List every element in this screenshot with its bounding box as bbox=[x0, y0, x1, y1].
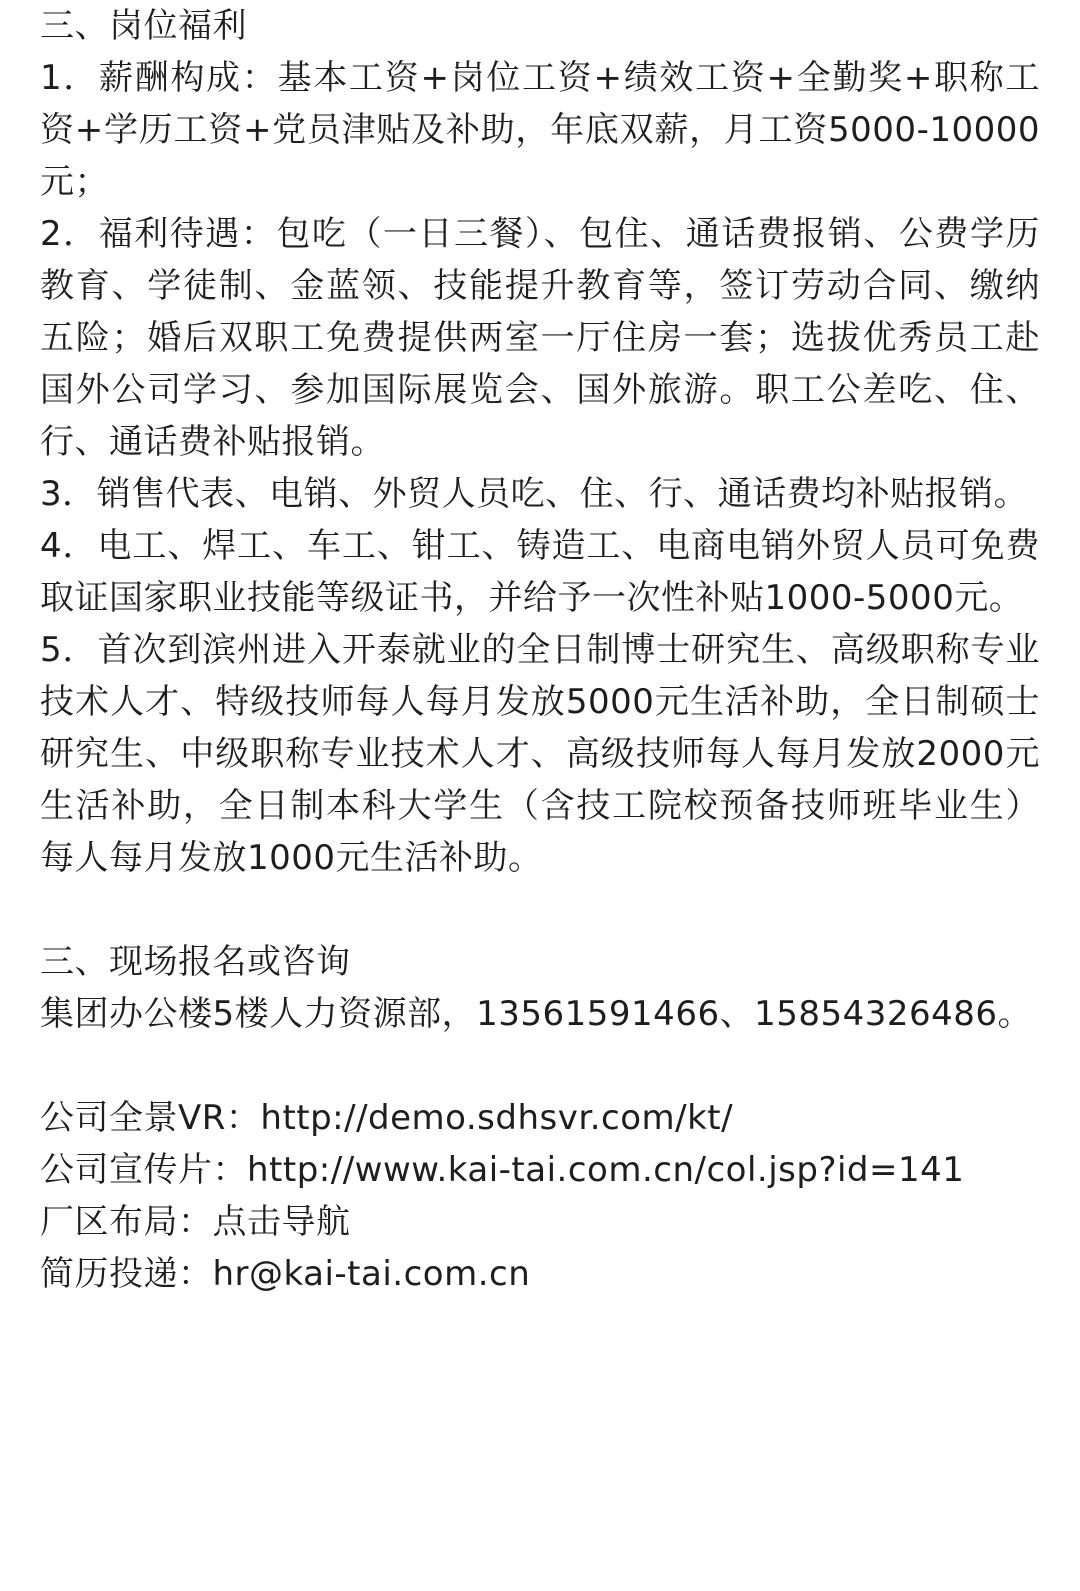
benefits-heading: 三、岗位福利 bbox=[40, 6, 247, 46]
benefit-item-welfare: 2．福利待遇：包吃（一日三餐）、包住、通话费报销、公费学历教育、学徒制、金蓝领、技能提升教育等，签订劳动合同、缴纳五险；婚后双职工免费提供两室一厅住房一套；选拔优秀员工赴国外公司学习、参加国际展览会、国外旅游。职工公差吃、住、行、通话费补贴报销。 bbox=[40, 214, 1040, 462]
benefit-item-certificate: 4．电工、焊工、车工、钳工、铸造工、电商电销外贸人员可免费取证国家职业技能等级证书，并给予一次性补贴1000-5000元。 bbox=[40, 526, 1040, 618]
vr-label: 公司全景VR： bbox=[40, 1098, 261, 1138]
benefit-item-subsidy: 5．首次到滨州进入开泰就业的全日制博士研究生、高级职称专业技术人才、特级技师每人每月发放5000元生活补助，全日制硕士研究生、中级职称专业技术人才、高级技师每人每月发放2000元生活补助，全日制本科大学生（含技工院校预备技师班毕业生）每人每月发放1000元生活补助。 bbox=[40, 630, 1040, 878]
layout-label: 厂区布局： bbox=[40, 1202, 213, 1242]
spacer bbox=[40, 1040, 1040, 1092]
video-label: 公司宣传片： bbox=[40, 1150, 247, 1190]
benefit-item-sales: 3．销售代表、电销、外贸人员吃、住、行、通话费均补贴报销。 bbox=[40, 474, 1029, 514]
spacer bbox=[40, 884, 1040, 936]
vr-link[interactable]: http://demo.sdhsvr.com/kt/ bbox=[260, 1098, 734, 1138]
article-body bbox=[40, 0, 1040, 1300]
resume-label: 简历投递： bbox=[40, 1254, 213, 1294]
benefit-item-salary: 1．薪酬构成：基本工资+岗位工资+绩效工资+全勤奖+职称工资+学历工资+党员津贴及补助，年底双薪，月工资5000-10000元； bbox=[40, 58, 1040, 202]
layout-nav-link[interactable]: 点击导航 bbox=[212, 1202, 351, 1242]
layout-row bbox=[40, 1196, 1040, 1248]
vr-row bbox=[40, 1092, 1040, 1144]
contact-text: 集团办公楼5楼人力资源部，13561591466、15854326486。 bbox=[40, 994, 1033, 1034]
resume-row bbox=[40, 1248, 1040, 1300]
video-link[interactable]: http://www.kai-tai.com.cn/col.jsp?id=141 bbox=[247, 1150, 965, 1190]
contact-heading: 三、现场报名或咨询 bbox=[40, 942, 351, 982]
video-row bbox=[40, 1144, 1040, 1196]
resume-email-link[interactable]: hr@kai-tai.com.cn bbox=[212, 1254, 531, 1294]
